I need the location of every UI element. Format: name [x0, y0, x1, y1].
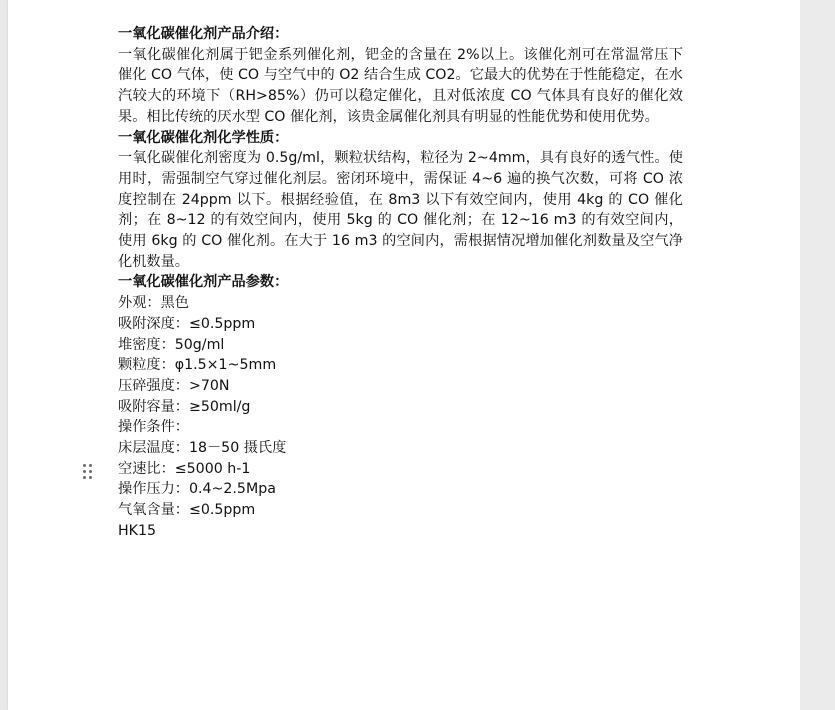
- param-oxygen-content: 气氧含量：≤0.5ppm: [118, 502, 256, 519]
- drag-handle-icon[interactable]: [82, 463, 94, 481]
- section-body-intro: 一氧化碳催化剂属于钯金系列催化剂，钯金的含量在 2%以上。该催化剂可在常温常压下催化 CO 气体，使 CO 与空气中的 O2 结合生成 CO2。它最大的优势在于性能稳定，在水汽较大的环境下（RH>85%）仍可以稳定催化，且对低浓度 CO 气体具有良好的催化效果。相比传统的厌水型 CO 催化剂，该贵金属催化剂具有明显的性能优势和使用优势。: [118, 46, 683, 125]
- param-model: HK15: [118, 522, 157, 539]
- param-crush-strength: 压碎强度：>70N: [118, 377, 230, 394]
- section-body-chemistry: 一氧化碳催化剂密度为 0.5g/ml，颗粒状结构，粒径为 2~4mm，具有良好的透气性。使用时，需强制空气穿过催化剂层。密闭环境中，需保证 4~6 遍的换气次数，可将 CO 浓度控制在 24ppm 以下。根据经验值，在 8m3 以下有效空间内，使用 4kg 的 CO 催化剂；在 8~12 的有效空间内，使用 5kg 的 CO 催化剂；在 12~16 m3 的有效空间内，使用 6kg 的 CO 催化剂。在大于 16 m3 的空间内，需根据情况增加催化剂数量及空气净化机数量。: [118, 150, 683, 270]
- param-operating-conditions: 操作条件：: [118, 419, 189, 436]
- param-space-velocity: 空速比：≤5000 h-1: [118, 460, 251, 477]
- param-appearance: 外观：黑色: [118, 295, 189, 312]
- window-left-edge: [0, 0, 8, 710]
- param-operating-pressure: 操作压力：0.4~2.5Mpa: [118, 481, 276, 498]
- param-bulk-density: 堆密度：50g/ml: [118, 336, 225, 353]
- section-heading-chemistry: 一氧化碳催化剂化学性质：: [118, 129, 289, 146]
- param-bed-temperature: 床层温度：18－50 摄氏度: [118, 440, 287, 457]
- param-adsorption-capacity: 吸附容量：≥50ml/g: [118, 398, 251, 415]
- param-adsorption-depth: 吸附深度：≤0.5ppm: [118, 315, 256, 332]
- right-margin-area: [800, 0, 835, 710]
- document-content[interactable]: [118, 24, 683, 542]
- section-heading-params: 一氧化碳催化剂产品参数：: [118, 274, 289, 291]
- section-heading-intro: 一氧化碳催化剂产品介绍：: [118, 26, 289, 42]
- param-particle-size: 颗粒度：φ1.5×1~5mm: [118, 357, 277, 374]
